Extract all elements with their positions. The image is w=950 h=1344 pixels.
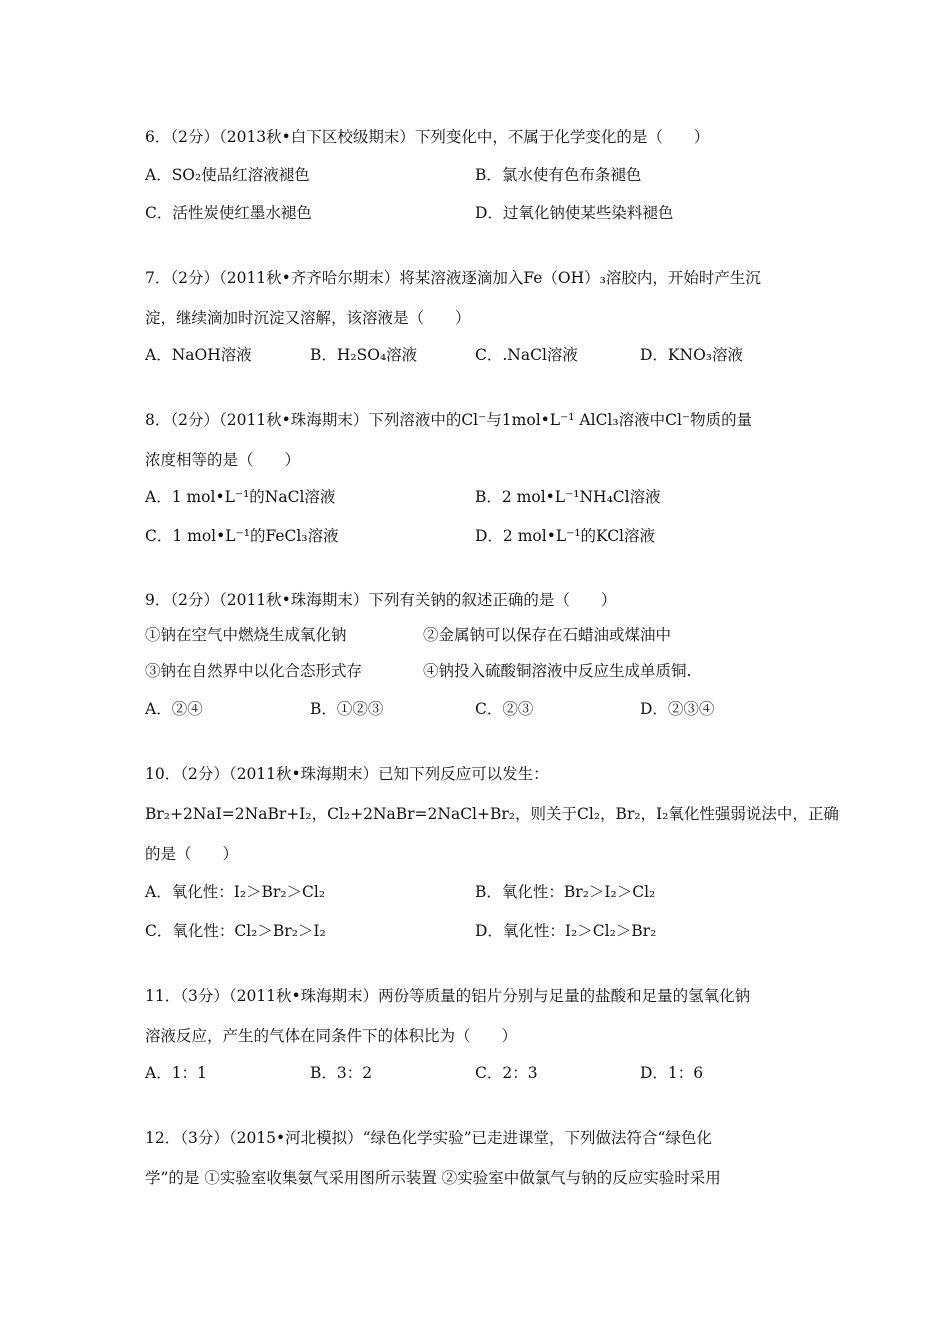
question-11-option-d: D．1：6 bbox=[640, 1064, 704, 1082]
question-10-stem-cont-2: 的是（ ） bbox=[145, 845, 239, 863]
question-9-option-a: A．②④ bbox=[145, 700, 203, 718]
question-7-option-b: B．H₂SO₄溶液 bbox=[310, 346, 418, 364]
question-7-stem-cont: 淀，继续滴加时沉淀又溶解，该溶液是（ ） bbox=[145, 309, 471, 327]
question-9-statement-3: ③钠在自然界中以化合态形式存 bbox=[145, 662, 363, 680]
question-9-statement-2: ②金属钠可以保存在石蜡油或煤油中 bbox=[423, 626, 672, 644]
question-9-option-b: B．①②③ bbox=[310, 700, 384, 718]
question-11-stem-cont: 溶液反应，产生的气体在同条件下的体积比为（ ） bbox=[145, 1027, 518, 1045]
question-8-option-c: C．1 mol•L⁻¹的FeCl₃溶液 bbox=[145, 527, 339, 545]
question-6-stem: 6．（2分）（2013秋•白下区校级期末）下列变化中，不属于化学变化的是（ ） bbox=[145, 128, 710, 146]
question-6-option-a: A．SO₂使品红溶液褪色 bbox=[145, 166, 310, 184]
question-8-option-d: D．2 mol•L⁻¹的KCl溶液 bbox=[475, 527, 656, 545]
question-10-option-c: C．氧化性：Cl₂＞Br₂＞I₂ bbox=[145, 922, 326, 940]
question-10-stem: 10．（2分）（2011秋•珠海期末）已知下列反应可以发生： bbox=[145, 765, 549, 783]
question-6-option-d: D．过氧化钠使某些染料褪色 bbox=[475, 204, 674, 222]
question-10-option-d: D．氧化性：I₂＞Cl₂＞Br₂ bbox=[475, 922, 657, 940]
question-11-option-b: B．3：2 bbox=[310, 1064, 373, 1082]
question-10-stem-cont-1: Br₂+2NaI=2NaBr+I₂，Cl₂+2NaBr=2NaCl+Br₂，则关于Cl₂，Br₂，I₂氧化性强弱说法中，正确 bbox=[145, 805, 839, 823]
question-8-option-a: A．1 mol•L⁻¹的NaCl溶液 bbox=[145, 488, 336, 506]
question-9-stem: 9．（2分）（2011秋•珠海期末）下列有关钠的叙述正确的是（ ） bbox=[145, 591, 617, 609]
question-7-option-c: C．.NaCl溶液 bbox=[475, 346, 578, 364]
question-6-option-b: B．氯水使有色布条褪色 bbox=[475, 166, 642, 184]
question-8-option-b: B．2 mol•L⁻¹NH₄Cl溶液 bbox=[475, 488, 661, 506]
question-10-option-b: B．氧化性：Br₂＞I₂＞Cl₂ bbox=[475, 883, 656, 901]
question-8-stem-cont: 浓度相等的是（ ） bbox=[145, 451, 301, 469]
question-11-stem: 11．（3分）（2011秋•珠海期末）两份等质量的铝片分别与足量的盐酸和足量的氢氧化钠 bbox=[145, 987, 751, 1005]
question-6-option-c: C．活性炭使红墨水褪色 bbox=[145, 204, 312, 222]
question-9-option-d: D．②③④ bbox=[640, 700, 715, 718]
question-9-statement-1: ①钠在空气中燃烧生成氧化钠 bbox=[145, 626, 347, 644]
question-9-statement-4: ④钠投入硫酸铜溶液中反应生成单质铜. bbox=[423, 662, 692, 680]
question-8-stem: 8．（2分）（2011秋•珠海期末）下列溶液中的Cl⁻与1mol•L⁻¹ AlCl₃溶液中Cl⁻物质的量 bbox=[145, 411, 753, 429]
question-7-option-d: D．KNO₃溶液 bbox=[640, 346, 743, 364]
question-12-stem: 12．（3分）（2015•河北模拟）“绿色化学实验”已走进课堂，下列做法符合“绿色化 bbox=[145, 1129, 712, 1147]
question-11-option-c: C．2：3 bbox=[475, 1064, 538, 1082]
question-7-option-a: A．NaOH溶液 bbox=[145, 346, 252, 364]
question-10-option-a: A．氧化性：I₂＞Br₂＞Cl₂ bbox=[145, 883, 326, 901]
question-7-stem: 7．（2分）（2011秋•齐齐哈尔期末）将某溶液逐滴加入Fe（OH）₃溶胶内，开始时产生沉 bbox=[145, 269, 761, 287]
question-9-option-c: C．②③ bbox=[475, 700, 534, 718]
question-12-stem-cont: 学”的是 ①实验室收集氨气采用图所示装置 ②实验室中做氯气与钠的反应实验时采用 bbox=[145, 1169, 721, 1187]
question-11-option-a: A．1：1 bbox=[145, 1064, 207, 1082]
